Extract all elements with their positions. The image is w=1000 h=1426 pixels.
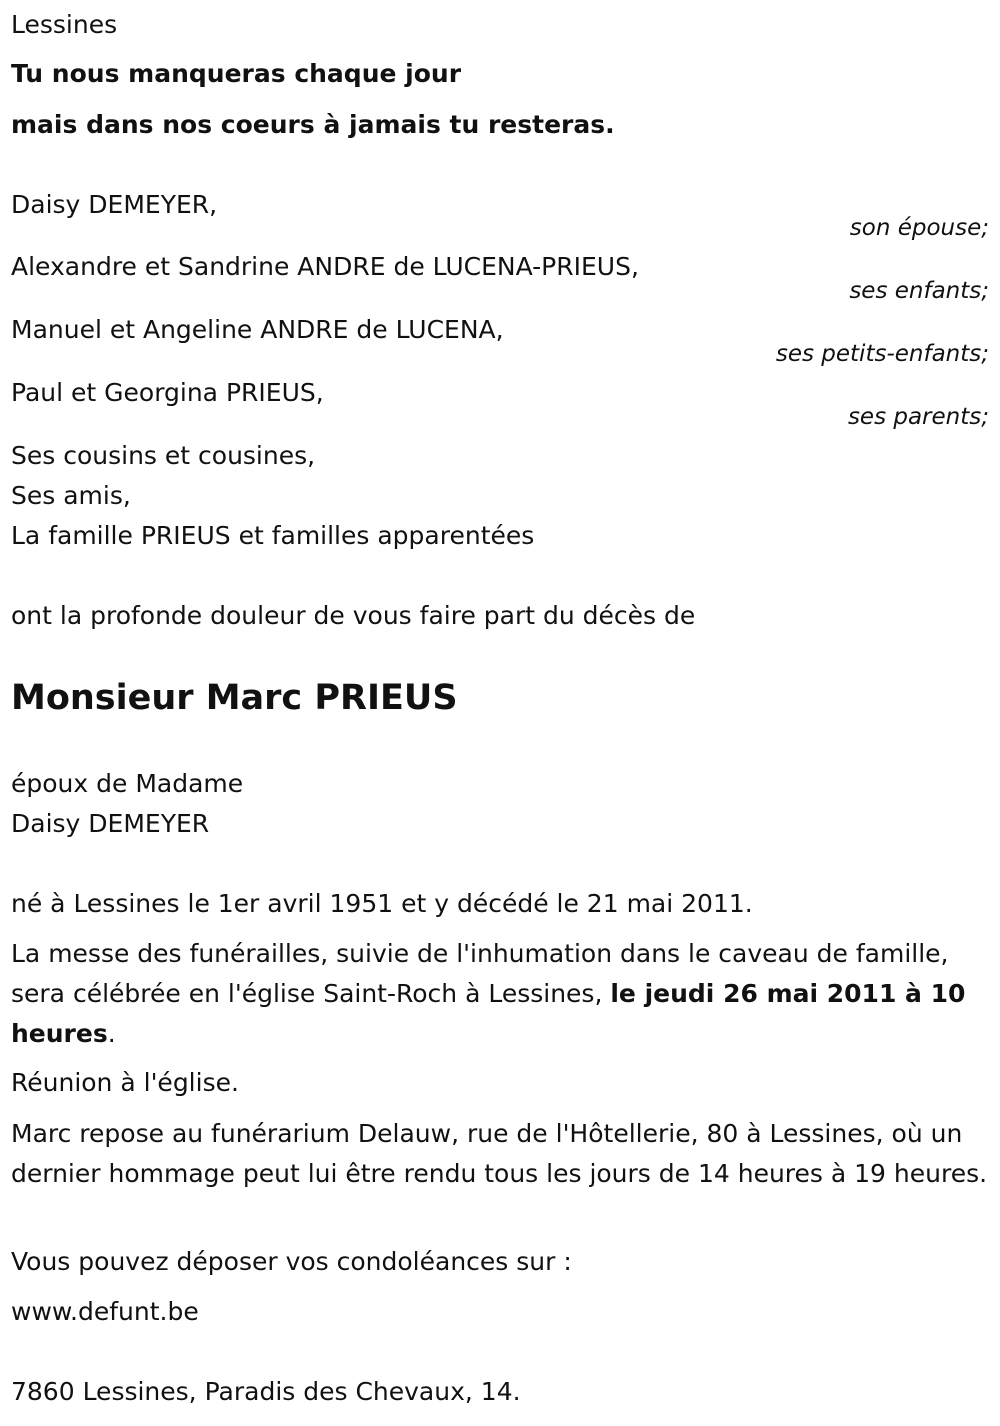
- mourner-role: son épouse;: [849, 215, 989, 241]
- mourner-names: Alexandre et Sandrine ANDRE de LUCENA-PRIEUS,: [11, 252, 639, 281]
- funeral-text-end: .: [107, 1019, 116, 1048]
- birth-death: né à Lessines le 1er avril 1951 et y décédé le 21 mai 2011.: [11, 889, 753, 918]
- mourner-names: Daisy DEMEYER,: [11, 190, 218, 219]
- meeting: Réunion à l'église.: [11, 1068, 239, 1097]
- condolences-url[interactable]: www.defunt.be: [11, 1297, 199, 1326]
- mourner-names: Paul et Georgina PRIEUS,: [11, 378, 324, 407]
- mourner-role: ses parents;: [847, 404, 989, 430]
- spouse-line-1: époux de Madame: [11, 769, 244, 798]
- other-mourners-line: Ses amis,: [11, 481, 131, 510]
- viewing-paragraph: Marc repose au funérarium Delauw, rue de l'Hôtellerie, 80 à Lessines, où un dernier hommage peut lui être rendu tous les jours de 14 heures à 19 heures.: [11, 1119, 988, 1188]
- mourner-role: ses petits-enfants;: [775, 341, 989, 367]
- funeral-paragraph: [11, 934, 991, 1054]
- condolences-label: Vous pouvez déposer vos condoléances sur :: [11, 1247, 572, 1276]
- other-mourners-line: Ses cousins et cousines,: [11, 441, 316, 470]
- spouse-line-2: Daisy DEMEYER: [11, 809, 210, 838]
- place-header: Lessines: [11, 10, 118, 39]
- mourner-role: ses enfants;: [849, 278, 989, 304]
- epigraph-line-2: mais dans nos coeurs à jamais tu resteras.: [11, 110, 615, 139]
- deceased-name: Monsieur Marc PRIEUS: [11, 678, 458, 718]
- other-mourners-line: La famille PRIEUS et familles apparentées: [11, 521, 535, 550]
- mourner-names: Manuel et Angeline ANDRE de LUCENA,: [11, 315, 504, 344]
- address: 7860 Lessines, Paradis des Chevaux, 14.: [11, 1377, 521, 1406]
- funeral-date: le jeudi 26 mai 2011 à 10 heures: [11, 979, 966, 1048]
- funeral-text: La messe des funérailles, suivie de l'inhumation dans le caveau de famille, sera célébrée en l'église Saint-Roch à Lessines,: [11, 939, 949, 1008]
- epigraph-line-1: Tu nous manqueras chaque jour: [11, 59, 462, 88]
- announcement: ont la profonde douleur de vous faire part du décès de: [11, 601, 696, 630]
